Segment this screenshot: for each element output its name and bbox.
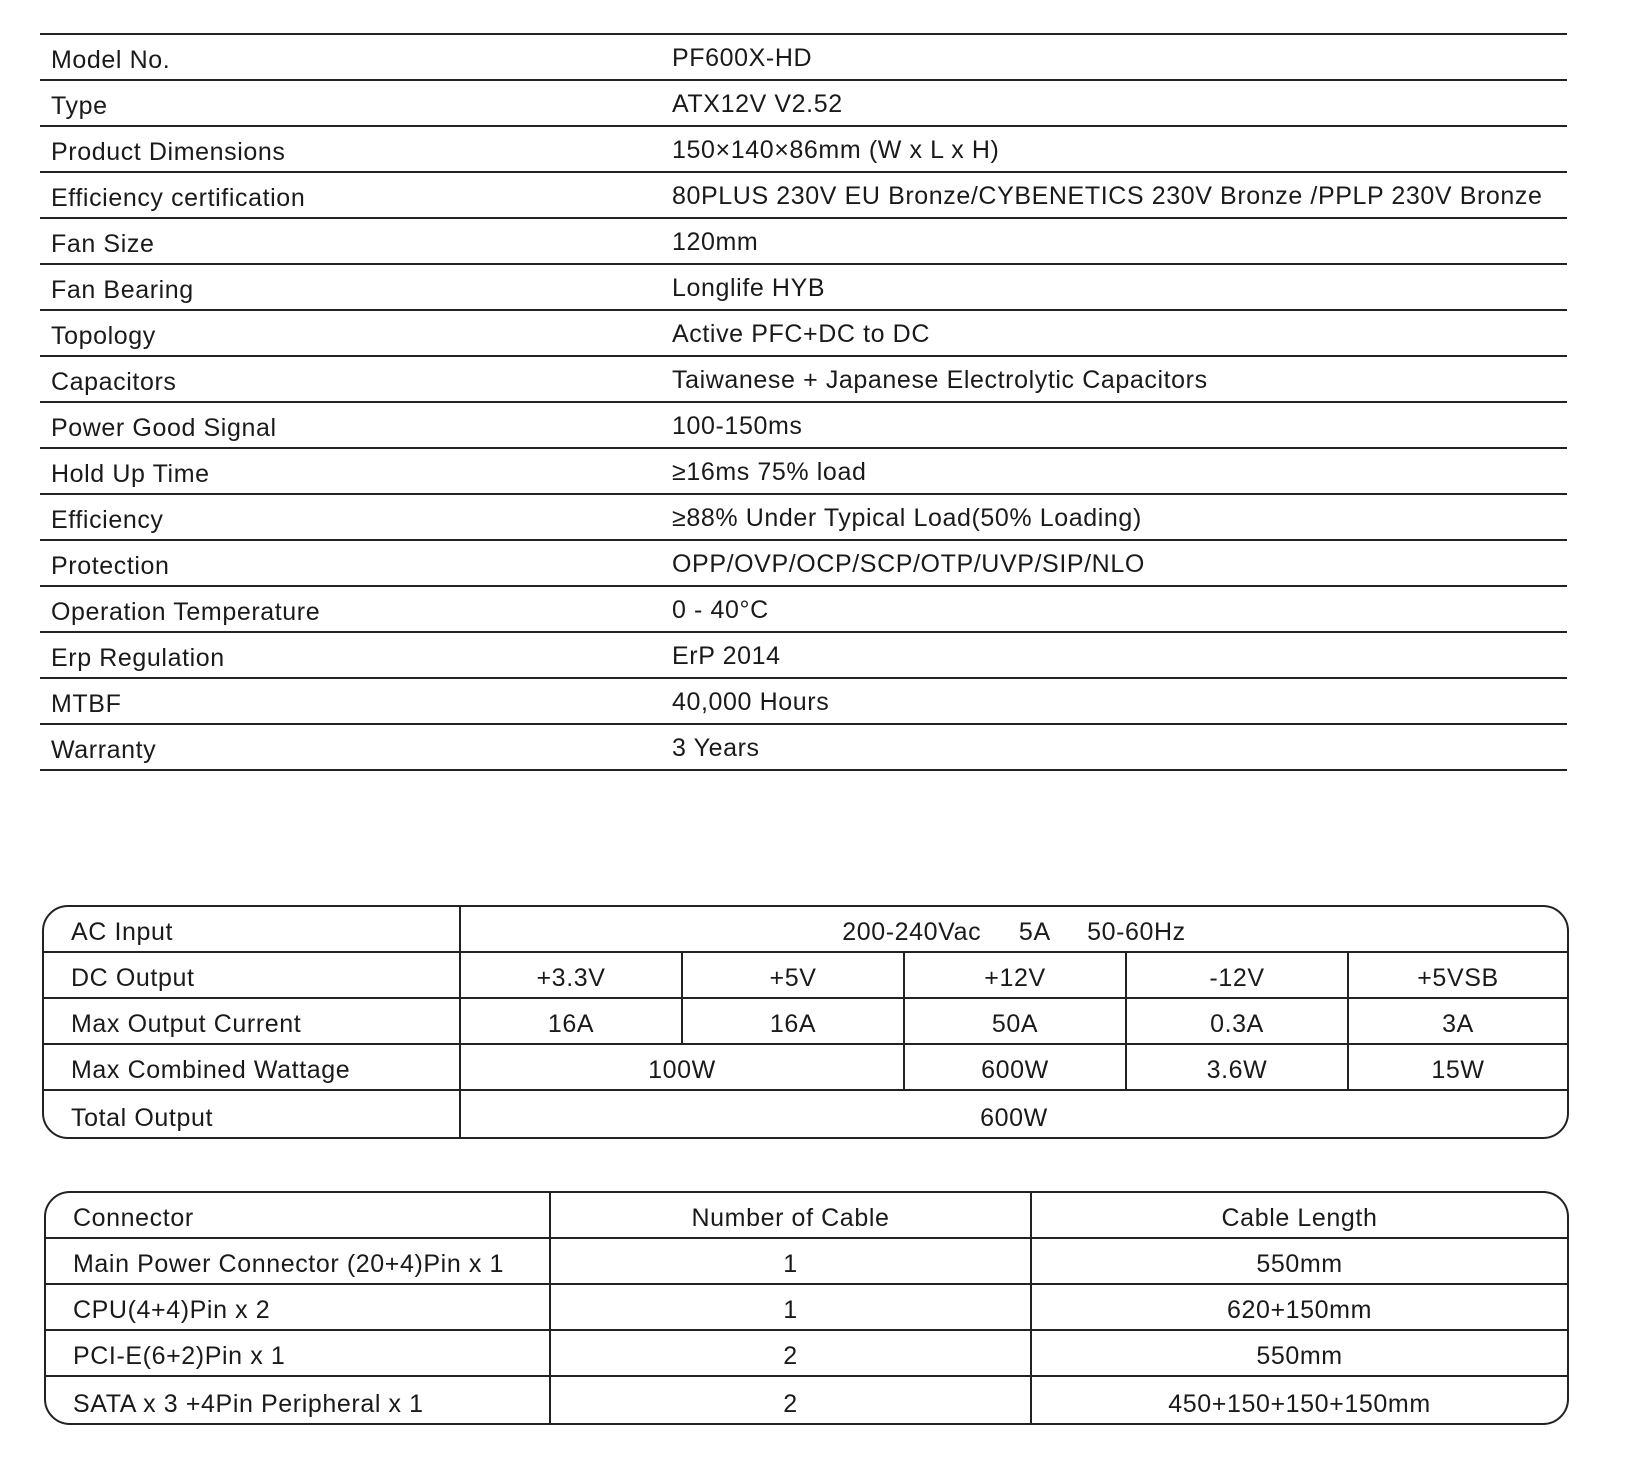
- spec-row-hold-up-time: [40, 449, 1567, 495]
- spec-value: 120mm: [672, 228, 759, 256]
- ac-input-label: AC Input: [44, 907, 461, 953]
- spec-value: Active PFC+DC to DC: [672, 320, 930, 348]
- spec-row-type: [40, 81, 1567, 127]
- max-output-current-row: [44, 999, 1567, 1045]
- spec-row-protection: [40, 541, 1567, 587]
- spec-row-mtbf: [40, 679, 1567, 725]
- cable-count: 1: [551, 1239, 1032, 1285]
- spec-row-efficiency: [40, 495, 1567, 541]
- spec-label: Type: [51, 92, 108, 120]
- max-combined-wattage-cell: 100W: [461, 1045, 905, 1091]
- connector-header-row: [46, 1193, 1567, 1239]
- dc-output-cell: +5VSB: [1349, 953, 1567, 999]
- spec-value: ≥88% Under Typical Load(50% Loading): [672, 504, 1142, 532]
- spec-value: 150×140×86mm (W x L x H): [672, 136, 1000, 164]
- max-combined-wattage-cell: 3.6W: [1127, 1045, 1349, 1091]
- connector-name: CPU(4+4)Pin x 2: [46, 1285, 551, 1331]
- connector-name: PCI-E(6+2)Pin x 1: [46, 1331, 551, 1377]
- spec-label: Topology: [51, 322, 156, 350]
- spec-label: Hold Up Time: [51, 460, 210, 488]
- ac-input-value: 200-240Vac 5A 50-60Hz: [461, 907, 1567, 953]
- cable-length: 450+150+150+150mm: [1168, 1390, 1431, 1418]
- spec-row-warranty: [40, 725, 1567, 771]
- spec-row-erp-regulation: [40, 633, 1567, 679]
- spec-row-capacitors: [40, 357, 1567, 403]
- cable-length-header: Cable Length: [1032, 1193, 1567, 1239]
- connector-table: [44, 1191, 1569, 1425]
- spec-row-topology: [40, 311, 1567, 357]
- spec-label: Model No.: [51, 46, 171, 74]
- spec-row-fan-size: [40, 219, 1567, 265]
- spec-value: PF600X-HD: [672, 44, 813, 72]
- total-output-value: 600W: [980, 1104, 1048, 1132]
- max-combined-wattage-row: [44, 1045, 1567, 1091]
- max-output-current-cell: 0.3A: [1127, 999, 1349, 1045]
- spec-label: Product Dimensions: [51, 138, 286, 166]
- cable-count: 2: [551, 1331, 1032, 1377]
- spec-label: Fan Bearing: [51, 276, 194, 304]
- dc-output-cell: +3.3V: [461, 953, 683, 999]
- connector-row: [46, 1239, 1567, 1285]
- spec-value: ATX12V V2.52: [672, 90, 843, 118]
- dc-output-cell: +12V: [905, 953, 1127, 999]
- dc-output-cell: -12V: [1127, 953, 1349, 999]
- spec-label: Warranty: [51, 736, 157, 764]
- spec-value: 0 - 40°C: [672, 596, 769, 624]
- spec-value: 80PLUS 230V EU Bronze/CYBENETICS 230V Bronze /PPLP 230V Bronze: [672, 182, 1543, 210]
- spec-value: ≥16ms 75% load: [672, 458, 867, 486]
- cable-count: 2: [551, 1377, 1032, 1423]
- max-output-current-label: Max Output Current: [44, 999, 461, 1045]
- cable-length: 550mm: [1032, 1239, 1567, 1285]
- spec-label: Efficiency certification: [51, 184, 306, 212]
- number-of-cable-header: Number of Cable: [551, 1193, 1032, 1239]
- max-combined-wattage-label: Max Combined Wattage: [44, 1045, 461, 1091]
- connector-row: [46, 1331, 1567, 1377]
- max-output-current-cell: 16A: [461, 999, 683, 1045]
- spec-row-power-good-signal: [40, 403, 1567, 449]
- spec-value: Longlife HYB: [672, 274, 826, 302]
- spec-value: ErP 2014: [672, 642, 781, 670]
- spec-value: Taiwanese + Japanese Electrolytic Capacitors: [672, 366, 1208, 394]
- spec-value: 100-150ms: [672, 412, 803, 440]
- max-combined-wattage-cell: 600W: [905, 1045, 1127, 1091]
- spec-row-efficiency-certification: [40, 173, 1567, 219]
- connector-row: [46, 1377, 1567, 1423]
- dc-output-label: DC Output: [44, 953, 461, 999]
- spec-value: 3 Years: [672, 734, 760, 762]
- spec-value: 40,000 Hours: [672, 688, 830, 716]
- max-combined-wattage-cell: 15W: [1349, 1045, 1567, 1091]
- dc-output-cell: +5V: [683, 953, 905, 999]
- cable-length: 550mm: [1032, 1331, 1567, 1377]
- connector-row: [46, 1285, 1567, 1331]
- ac-input-row: [44, 907, 1567, 953]
- total-output-row: [44, 1091, 1567, 1137]
- max-output-current-cell: 16A: [683, 999, 905, 1045]
- spec-label: Operation Temperature: [51, 598, 321, 626]
- cable-count: 1: [551, 1285, 1032, 1331]
- spec-label: Protection: [51, 552, 170, 580]
- spec-label: Power Good Signal: [51, 414, 277, 442]
- power-output-table: [42, 905, 1569, 1139]
- spec-label: Efficiency: [51, 506, 164, 534]
- connector-header: Connector: [46, 1193, 551, 1239]
- spec-label: Erp Regulation: [51, 644, 225, 672]
- total-output-label: Total Output: [44, 1091, 461, 1137]
- connector-name: Main Power Connector (20+4)Pin x 1: [46, 1239, 551, 1285]
- spec-label: MTBF: [51, 690, 122, 718]
- spec-row-operation-temperature: [40, 587, 1567, 633]
- spec-value: OPP/OVP/OCP/SCP/OTP/UVP/SIP/NLO: [672, 550, 1145, 578]
- spec-row-dimensions: [40, 127, 1567, 173]
- cable-length: 620+150mm: [1032, 1285, 1567, 1331]
- spec-label: Fan Size: [51, 230, 155, 258]
- spec-row-model: [40, 35, 1567, 81]
- dc-output-row: [44, 953, 1567, 999]
- spec-table: [40, 33, 1567, 771]
- connector-name: SATA x 3 +4Pin Peripheral x 1: [46, 1377, 551, 1423]
- max-output-current-cell: 50A: [905, 999, 1127, 1045]
- spec-label: Capacitors: [51, 368, 177, 396]
- spec-row-fan-bearing: [40, 265, 1567, 311]
- max-output-current-cell: 3A: [1349, 999, 1567, 1045]
